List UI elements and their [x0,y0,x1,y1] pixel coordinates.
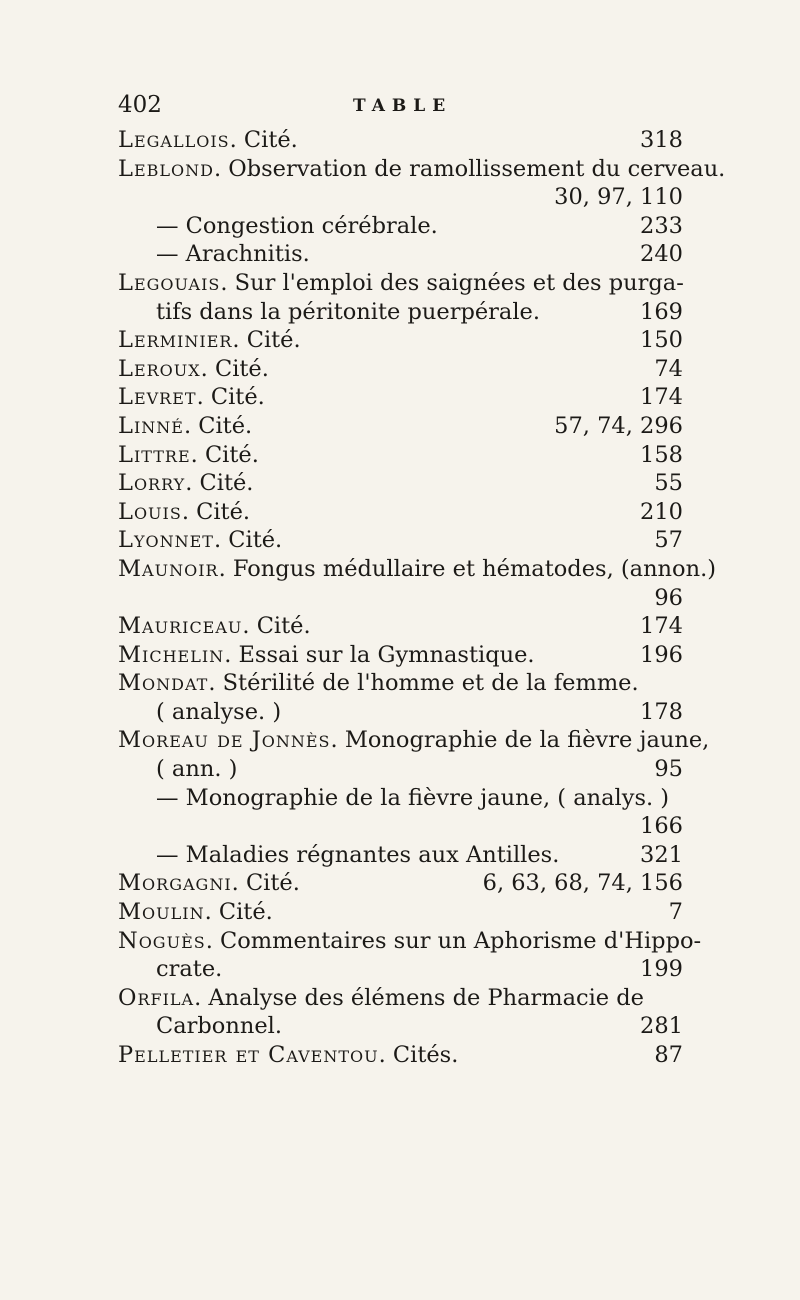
entry-text [118,383,265,412]
entry-name: Leblond [118,155,214,182]
entry-pages: 321 [640,841,683,868]
entry-description: . Monographie de la fièvre jaune, [330,727,710,754]
page-header [118,92,683,122]
page-number: 402 [118,92,162,118]
entry-text [118,869,300,898]
entry-name: Moreau de Jonnès [118,727,331,754]
index-continuation-line [118,841,683,870]
entry-text [118,326,301,355]
entry-text [118,412,252,441]
index-continuation-line [118,698,683,727]
entry-name: Louis [118,498,182,525]
entry-text [156,784,669,813]
entry-description: — Arachnitis. [156,241,310,268]
entry-text [118,726,709,755]
entry-text [156,841,559,870]
entry-pages: 96 [654,584,683,611]
entry-pages: 169 [640,298,683,325]
index-entry [118,641,683,670]
index-entry [118,726,710,755]
entry-text [118,612,311,641]
entry-pages: 87 [654,1042,683,1068]
entry-description: — Maladies régnantes aux Antilles. [156,841,560,868]
index-entry [118,441,683,470]
index-continuation-line [118,298,683,327]
index-entry [118,612,683,641]
entry-text [118,126,298,155]
entry-text [156,955,222,984]
entry-description: — Congestion cérébrale. [156,212,438,239]
running-title: TABLE [353,96,453,116]
index-continuation-line [118,584,683,613]
entry-name: Mauriceau [118,613,243,640]
entry-text [118,355,269,384]
entry-name: Lyonnet [118,527,214,554]
entry-pages: 210 [640,498,683,525]
entry-text [118,526,282,555]
entry-text [118,469,253,498]
index-entry [118,126,683,155]
entry-description: . Cité. [232,327,301,354]
entry-description: — Monographie de la fièvre jaune, ( analys. ) [156,784,670,811]
entry-pages: 196 [640,641,683,668]
entry-description: tifs dans la péritonite puerpérale. [156,298,541,325]
entry-description: . Cité. [181,498,251,525]
entry-pages: 30, 97, 110 [554,184,683,211]
entry-name: Orfila [118,984,195,1011]
index-entry [118,898,683,927]
entry-description: . Cité. [183,412,253,439]
entry-description: . Cité. [229,127,298,153]
entry-pages: 174 [640,613,683,640]
entry-pages: 166 [640,813,683,840]
index-entry [118,498,683,527]
entry-description: . Sur l'emploi des saignées et des purga- [220,269,684,296]
index-continuation-line [118,1012,683,1041]
entry-text [118,555,716,584]
entry-description: . Cité. [196,384,265,411]
entry-pages: 281 [640,1013,683,1040]
entry-text [156,1012,282,1041]
index-entries [118,126,726,1070]
index-entry [118,1041,683,1070]
entry-pages: 174 [640,384,683,411]
entry-name: Leroux [118,355,201,382]
index-entry [118,269,683,298]
entry-name: Mondat [118,670,209,697]
entry-text [118,441,259,470]
entry-text [156,298,540,327]
entry-description: . Cité. [185,470,254,497]
entry-pages: 55 [654,470,683,497]
entry-pages: 74 [654,355,683,382]
entry-pages: 178 [640,698,683,725]
entry-pages: 150 [640,327,683,354]
entry-text [156,755,237,784]
index-continuation-line [118,212,683,241]
entry-text [118,898,273,927]
entry-description: . Cité. [190,441,259,468]
index-continuation-line [118,955,683,984]
entry-name: Linné [118,412,184,439]
index-continuation-line [118,755,683,784]
entry-name: Legallois [118,127,230,153]
entry-pages: 57 [654,527,683,554]
entry-pages: 233 [640,212,683,239]
index-entry [118,383,683,412]
entry-description: . Cité. [204,899,273,926]
entry-text [118,498,250,527]
entry-pages: 318 [640,127,683,153]
index-entry [118,869,683,898]
index-continuation-line [118,812,683,841]
entry-description: . Essai sur la Gymnastique. [224,641,535,668]
entry-pages: 7 [668,899,683,926]
entry-name: Lerminier [118,327,233,354]
entry-description: . Cité. [242,613,311,640]
entry-text [118,984,644,1013]
entry-text [156,698,281,727]
entry-name: Lorry [118,470,186,497]
entry-description: . Commentaires sur un Aphorisme d'Hippo- [205,927,702,954]
entry-description: ( analyse. ) [156,698,282,725]
entry-name: Morgagni [118,870,232,897]
index-entry [118,555,717,584]
entry-pages: 199 [640,956,683,983]
entry-name: Levret [118,384,197,411]
entry-description: . Cités. [378,1042,459,1068]
entry-name: Littre [118,441,191,468]
entry-description: . Cité. [231,870,300,897]
entry-text [118,669,639,698]
index-entry [118,927,702,956]
entry-description: ( ann. ) [156,756,238,783]
index-entry [118,155,726,184]
entry-text [156,240,310,269]
index-entry [118,326,683,355]
entry-pages: 6, 63, 68, 74, 156 [482,870,683,897]
entry-text [118,641,535,670]
entry-description: . Stérilité de l'homme et de la femme. [208,670,639,697]
index-entry [118,469,683,498]
entry-name: Michelin [118,641,225,668]
entry-text [118,1041,458,1070]
entry-text [118,927,701,956]
index-entry [118,412,683,441]
entry-description: . Cité. [200,355,269,382]
index-continuation-line [118,183,683,212]
entry-name: Maunoir [118,555,219,582]
entry-text [118,269,684,298]
entry-description: crate. [156,956,223,983]
entry-pages: 95 [654,756,683,783]
entry-text [118,155,725,184]
entry-description: . Cité. [213,527,283,554]
index-continuation-line [118,784,683,813]
entry-pages: 57, 74, 296 [554,412,683,439]
entry-name: Noguès [118,927,206,954]
entry-description: . Analyse des élémens de Pharmacie de [194,984,644,1011]
entry-pages: 240 [640,241,683,268]
entry-description: . Observation de ramollissement du cerveau. [213,155,726,182]
entry-name: Legouais [118,269,221,296]
index-entry [118,669,683,698]
index-entry [118,355,683,384]
index-entry [118,984,683,1013]
index-entry [118,526,683,555]
entry-pages: 158 [640,441,683,468]
entry-text [156,212,438,241]
entry-description: Carbonnel. [156,1013,282,1040]
index-continuation-line [118,240,683,269]
entry-description: . Fongus médullaire et hématodes, (annon.) [218,555,717,582]
entry-name: Moulin [118,899,205,926]
entry-name: Pelletier et Caventou [118,1042,379,1068]
